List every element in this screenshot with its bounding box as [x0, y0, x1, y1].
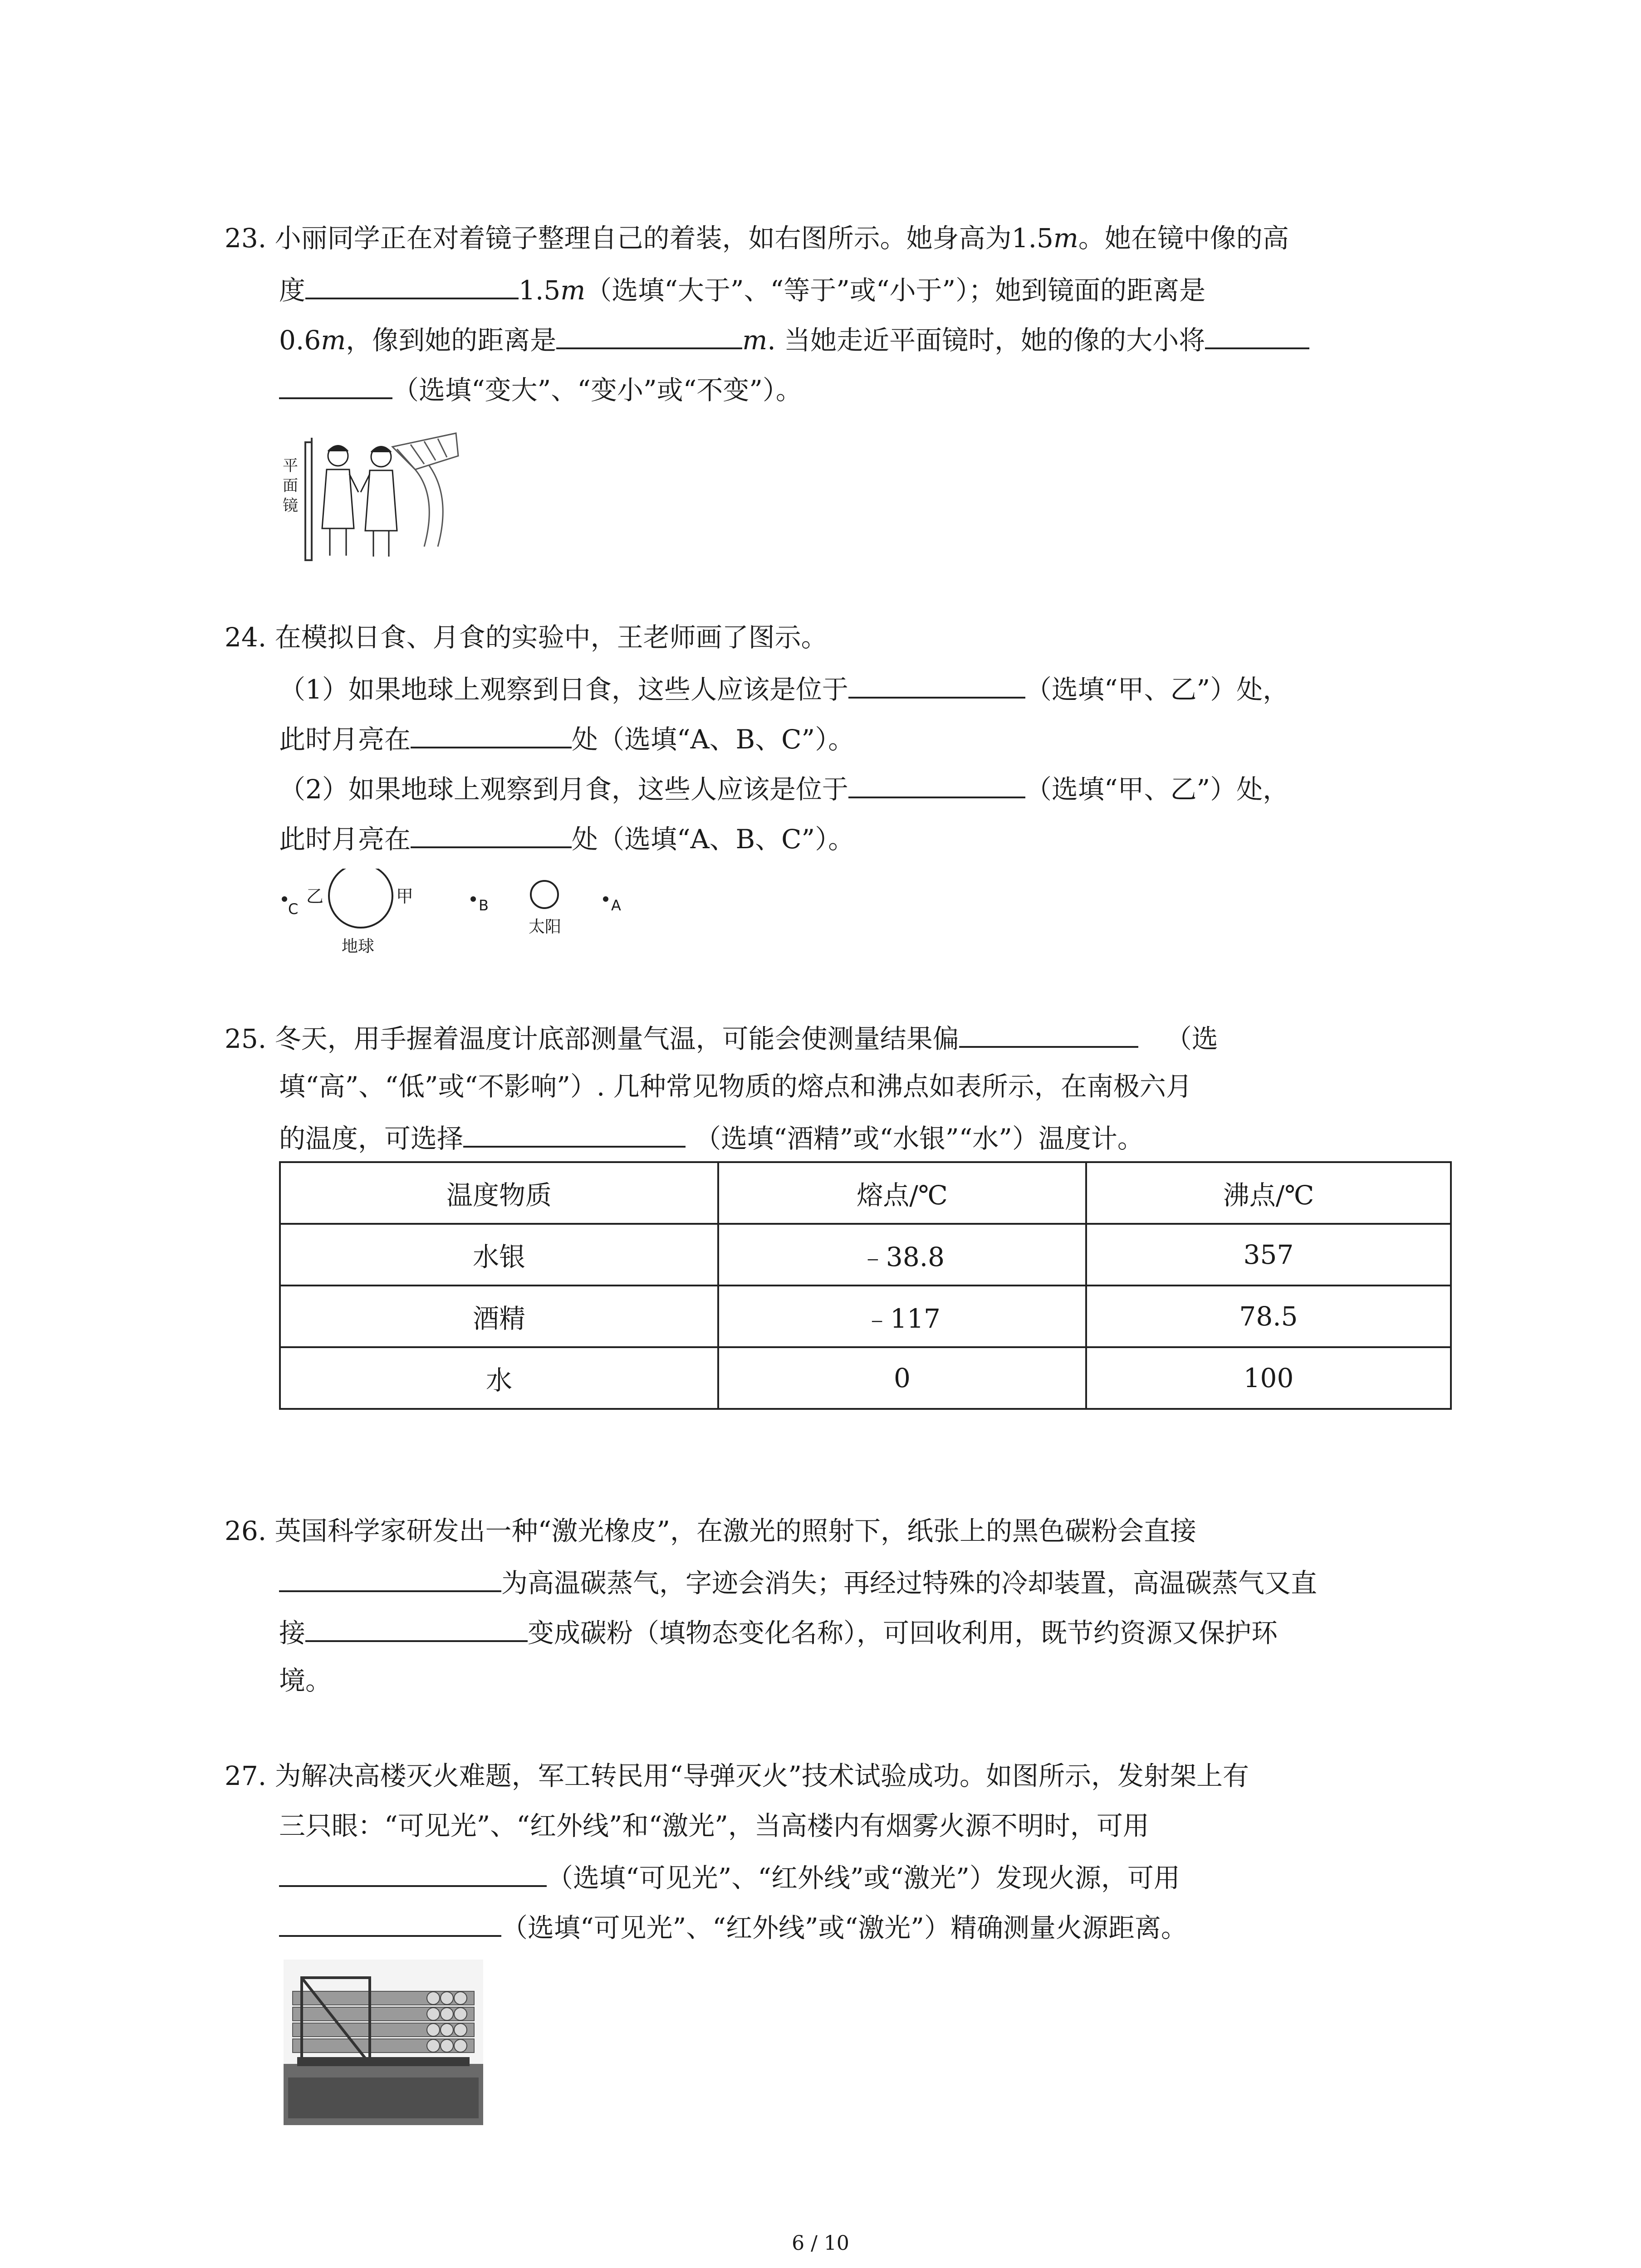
q24-blank-1[interactable] [848, 671, 1025, 699]
table-header-row [280, 1162, 1451, 1224]
q24-eclipse-figure [279, 869, 642, 968]
q26-blank-2[interactable] [305, 1615, 528, 1642]
table-cell: 酒精 [280, 1286, 718, 1347]
q23-line-4: （选填“变大”、“变小”或“不变”）。 [279, 372, 802, 406]
table-cell: 100 [1086, 1347, 1451, 1409]
q27-line-1: 27. 为解决高楼灭火难题，军工转民用“导弹灭火”技术试验成功。如图所示，发射架上有 [225, 1760, 1249, 1791]
table-cell: 0 [718, 1347, 1086, 1409]
q23-line-3: 0.6m，像到她的距离是 m. 当她走近平面镜时，她的像的大小将 [279, 322, 1309, 356]
q25-blank-2[interactable] [463, 1120, 686, 1148]
q23-mirror-figure [279, 429, 460, 565]
page-number: 6 / 10 [792, 2232, 849, 2255]
jia-label: 甲 [396, 886, 414, 906]
table-cell: 357 [1086, 1224, 1451, 1286]
earth-label: 地球 [342, 937, 375, 956]
q25-line-1: 25. 冬天，用手握着温度计底部测量气温，可能会使测量结果偏 （选 [225, 1021, 1218, 1055]
q25-line-2: 填“高”、“低”或“不影响”）. 几种常见物质的熔点和沸点如表所示，在南极六月 [279, 1071, 1192, 1102]
q24-blank-4[interactable] [411, 821, 572, 848]
q24-part2-line-2: 此时月亮在 处（选填“A、B、C”）。 [279, 821, 854, 855]
q23-blank-2[interactable] [556, 322, 742, 349]
q23-line-1: 23. 小丽同学正在对着镜子整理自己的着装，如右图所示。她身高为1.5m。她在镜中像的高 [225, 223, 1289, 254]
table-row [280, 1347, 1451, 1409]
q27-line-2: 三只眼：“可见光”、“红外线”和“激光”，当高楼内有烟雾火源不明时，可用 [279, 1810, 1149, 1841]
q24-blank-2[interactable] [411, 721, 572, 748]
q24-title: 24. 在模拟日食、月食的实验中，王老师画了图示。 [225, 622, 828, 653]
q26-line-2: 为高温碳蒸气，字迹会消失；再经过特殊的冷却装置，高温碳蒸气又直 [279, 1565, 1317, 1599]
table-cell: 水银 [280, 1224, 718, 1286]
q27-blank-1[interactable] [279, 1860, 547, 1887]
point-b-label: B [479, 897, 489, 914]
table-cell: ﹣117 [718, 1286, 1086, 1347]
q23-blank-3b[interactable] [279, 372, 392, 399]
sun-label: 太阳 [529, 918, 562, 936]
q24-blank-3[interactable] [848, 771, 1025, 798]
point-a-label: A [611, 897, 621, 914]
table-header-cell: 温度物质 [280, 1162, 718, 1224]
q27-line-4: （选填“可见光”、“红外线”或“激光”）精确测量火源距离。 [279, 1910, 1187, 1944]
table-cell: 水 [280, 1347, 718, 1409]
q25-line-3: 的温度，可选择 （选填“酒精”或“水银”“水”）温度计。 [279, 1120, 1144, 1154]
q26-line-4: 境。 [279, 1665, 332, 1696]
q25-blank-1[interactable] [959, 1021, 1138, 1048]
q27-line-3: （选填“可见光”、“红外线”或“激光”）发现火源，可用 [279, 1860, 1180, 1894]
q23-line-2: 度 1.5m（选填“大于”、“等于”或“小于”）；她到镜面的距离是 [279, 272, 1205, 306]
table-header-cell: 沸点/℃ [1086, 1162, 1451, 1224]
q24-part1-line-1: （1）如果地球上观察到日食，这些人应该是位于 （选填“甲、乙”）处， [279, 671, 1289, 705]
q26-blank-1[interactable] [279, 1565, 501, 1592]
q27-blank-2[interactable] [279, 1910, 501, 1937]
table-row [280, 1224, 1451, 1286]
q26-line-3: 接 变成碳粉（填物态变化名称），可回收利用，既节约资源又保护环 [279, 1615, 1278, 1649]
q24-part1-line-2: 此时月亮在 处（选填“A、B、C”）。 [279, 721, 854, 755]
missile-launcher-photo [284, 1960, 483, 2125]
table-cell: 78.5 [1086, 1286, 1451, 1347]
q23-blank-3a[interactable] [1205, 322, 1309, 349]
yi-label: 乙 [306, 886, 324, 906]
mirror-label: 平 面 镜 [283, 457, 298, 515]
table-cell: ﹣38.8 [718, 1224, 1086, 1286]
table-header-cell: 熔点/℃ [718, 1162, 1086, 1224]
melting-boiling-table [279, 1161, 1452, 1410]
point-c-label: C [288, 900, 299, 918]
q23-blank-1[interactable] [305, 272, 519, 299]
table-row [280, 1286, 1451, 1347]
q24-part2-line-1: （2）如果地球上观察到月食，这些人应该是位于 （选填“甲、乙”）处， [279, 771, 1289, 805]
q26-line-1: 26. 英国科学家研发出一种“激光橡皮”，在激光的照射下，纸张上的黑色碳粉会直接 [225, 1515, 1196, 1546]
